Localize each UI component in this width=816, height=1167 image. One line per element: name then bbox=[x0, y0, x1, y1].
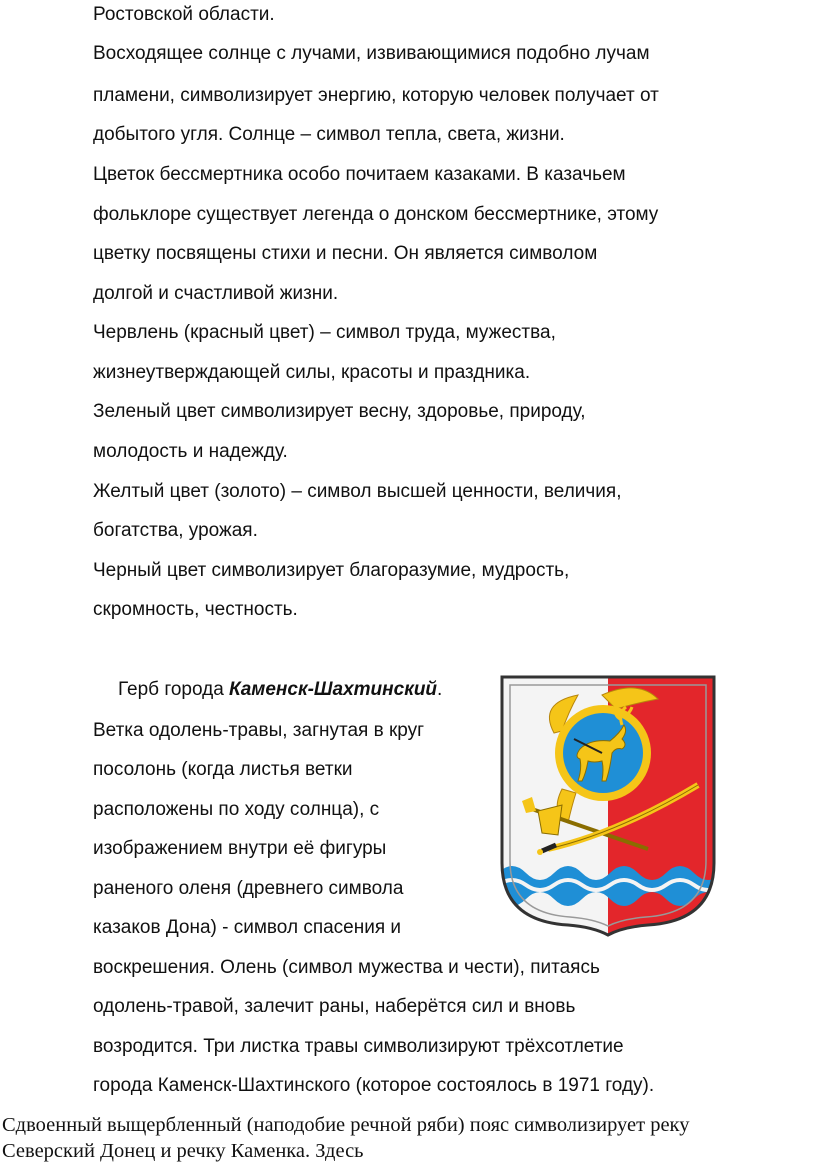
city-name: Каменск-Шахтинский bbox=[229, 679, 438, 700]
text-line: казаков Дона) - символ спасения и bbox=[93, 917, 402, 938]
text-line: жизнеутверждающей силы, красоты и праздника. bbox=[93, 362, 531, 383]
text-line: Северский Донец и речку Каменка. Здесь bbox=[2, 1140, 364, 1162]
text-line: Ветка одолень-травы, загнутая в круг bbox=[93, 720, 425, 741]
text-line: молодость и надежду. bbox=[93, 441, 288, 462]
text-line: Желтый цвет (золото) – символ высшей ценности, величия, bbox=[93, 481, 622, 502]
text-line: Цветок бессмертника особо почитаем казаками. В казачьем bbox=[93, 164, 626, 185]
text-line: добытого угля. Солнце – символ тепла, света, жизни. bbox=[93, 124, 565, 145]
text-line: одолень-травой, залечит раны, наберётся сил и вновь bbox=[93, 996, 576, 1017]
text-line: долгой и счастливой жизни. bbox=[93, 283, 339, 304]
text-line: цветку посвящены стихи и песни. Он является символом bbox=[93, 243, 598, 264]
text-line: Черный цвет символизирует благоразумие, мудрость, bbox=[93, 560, 570, 581]
emblem-title: Герб города Каменск-Шахтинский. bbox=[118, 679, 443, 700]
text-line: посолонь (когда листья ветки bbox=[93, 759, 353, 780]
text-line: возродится. Три листка травы символизируют трёхсотлетие bbox=[93, 1036, 624, 1057]
text-line: Червлень (красный цвет) – символ труда, мужества, bbox=[93, 322, 556, 343]
text-line: Ростовской области. bbox=[93, 4, 275, 25]
text-line: воскрешения. Олень (символ мужества и чести), питаясь bbox=[93, 957, 600, 978]
text-line: раненого оленя (древнего символа bbox=[93, 878, 404, 899]
text-line: Сдвоенный выщербленный (наподобие речной ряби) пояс символизирует реку bbox=[2, 1114, 690, 1136]
text-line: фольклоре существует легенда о донском бессмертнике, этому bbox=[93, 204, 659, 225]
text-line: города Каменск-Шахтинского (которое состоялось в 1971 году). bbox=[93, 1075, 655, 1096]
text-line: расположены по ходу солнца), с bbox=[93, 799, 380, 820]
text-line: скромность, честность. bbox=[93, 599, 298, 620]
text-line: Восходящее солнце с лучами, извивающимися подобно лучам bbox=[93, 43, 650, 64]
text-line: богатства, урожая. bbox=[93, 520, 258, 541]
text-line: изображением внутри её фигуры bbox=[93, 838, 387, 859]
text-line: Зеленый цвет символизирует весну, здоровье, природу, bbox=[93, 401, 586, 422]
coat-of-arms-image bbox=[498, 673, 718, 937]
text-line: пламени, символизирует энергию, которую человек получает от bbox=[93, 85, 659, 106]
